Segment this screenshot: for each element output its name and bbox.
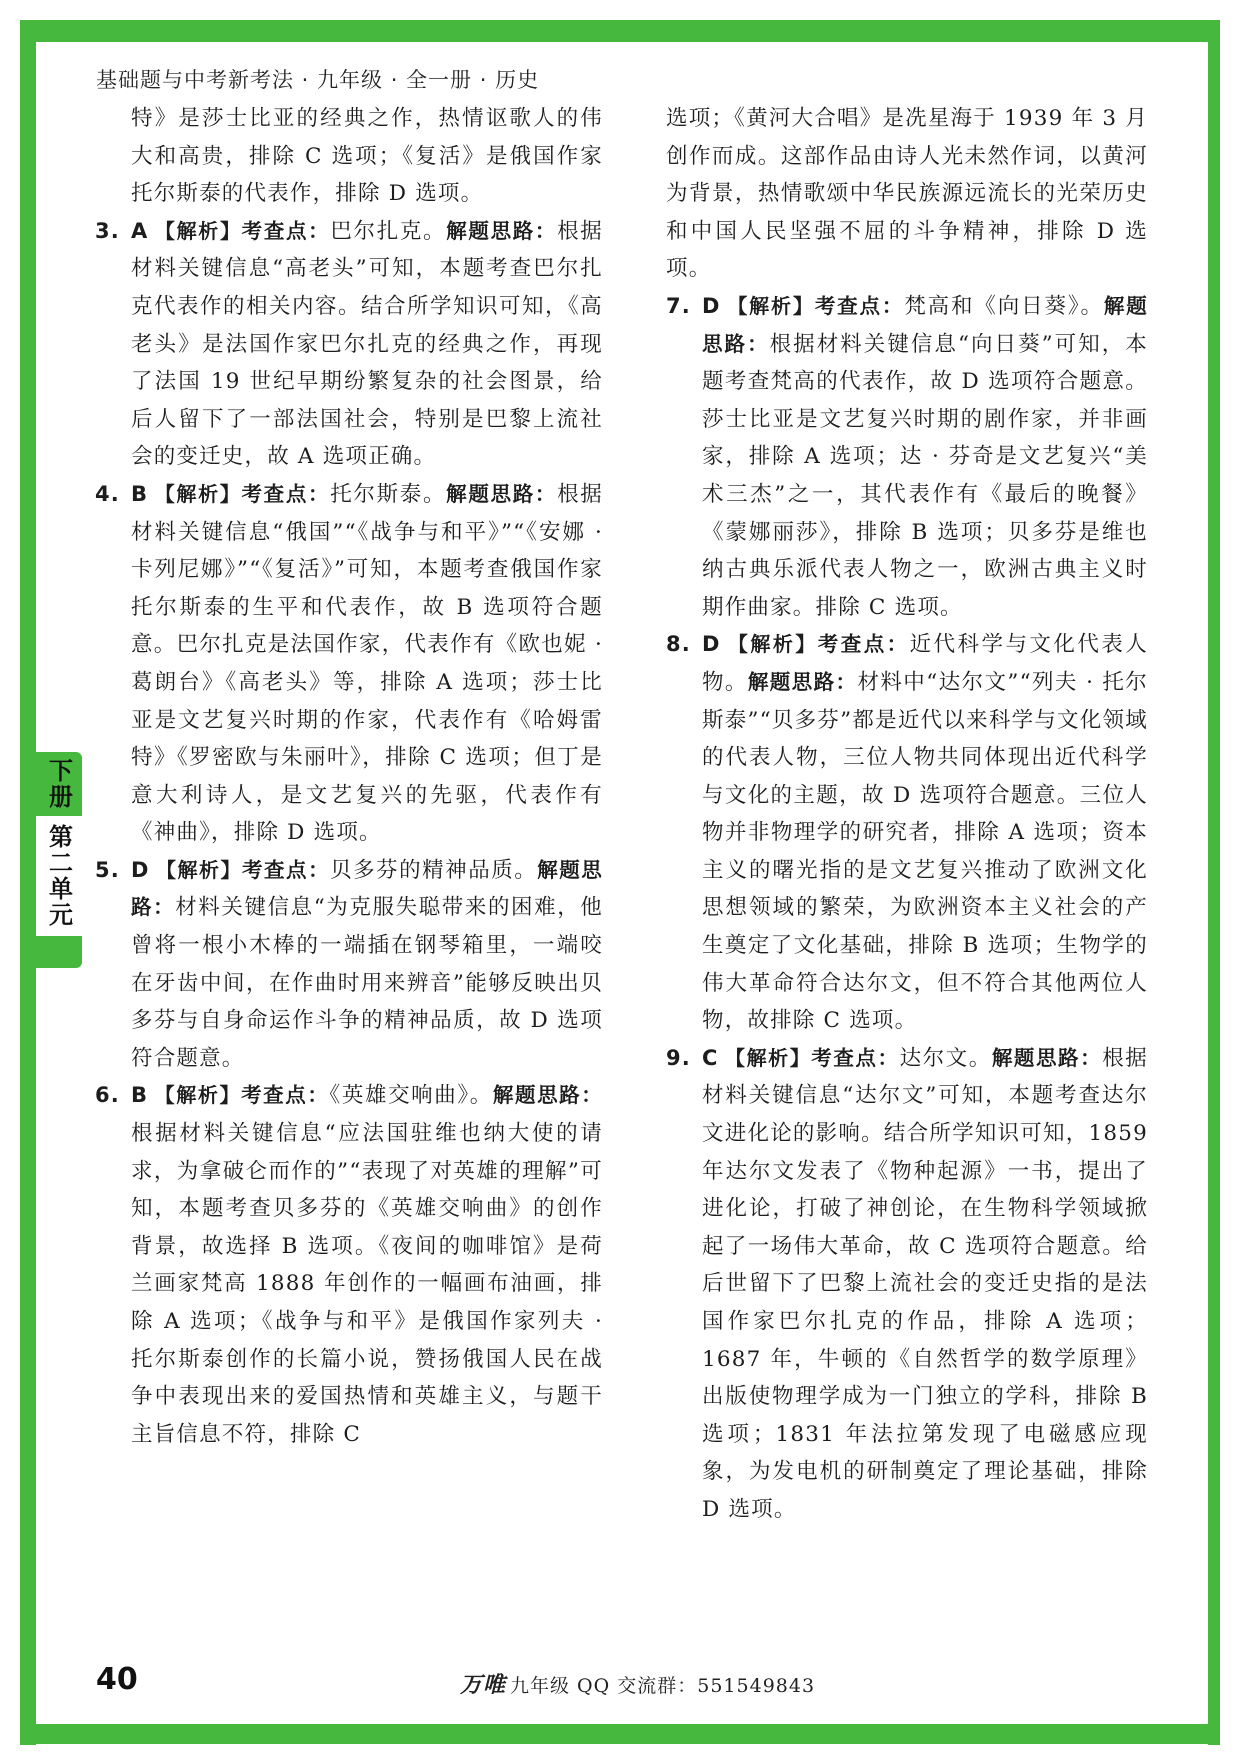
thinking-label: 解题思路：	[492, 1083, 603, 1108]
running-title: 基础题与中考新考法 · 九年级 · 全一册 · 历史	[96, 68, 540, 92]
answer-item-7	[666, 288, 1148, 626]
analysis-tag: 【解析】	[726, 293, 815, 318]
answer-item-9	[666, 1040, 1148, 1529]
footer	[460, 1668, 815, 1699]
side-tab	[36, 752, 82, 968]
thinking-text: 根据材料关键信息“高老头”可知，本题考查巴尔扎克代表作的相关内容。结合所学知识可知，《高老头》是法国作家巴尔扎克的经典之作，再现了法国 19 世纪早期纷繁复杂的社会图景，给后人留下了一部法国社会，特别是巴黎上流社会的变迁史，故 A 选项正确。	[131, 218, 603, 470]
answer-letter: B	[131, 481, 149, 506]
answer-item-6	[95, 1077, 603, 1453]
key-label: 考查点：	[242, 857, 331, 882]
analysis-tag: 【解析】	[155, 857, 243, 882]
thinking-text: 根据材料关键信息“向日葵”可知，本题考查梵高的代表作，故 D 选项符合题意。莎士比亚是文艺复兴时期的剧作家，并非画家，排除 A 选项；达 · 芬奇是文艺复兴“美术三杰”之一，其代表作有《最后的晚餐》《蒙娜丽莎》，排除 B 选项；贝多芬是维也纳古典乐派代表人物之一，欧洲古典主义时期作曲家。排除 C 选项。	[702, 331, 1148, 620]
key-point-text: 贝多芬的精神品质。	[330, 857, 538, 883]
page-number: 40	[96, 1662, 138, 1697]
left-column	[95, 100, 603, 1453]
left-continuation: 特》是莎士比亚的经典之作，热情讴歌人的伟大和高贵，排除 C 选项；《复活》是俄国作家托尔斯泰的代表作，排除 D 选项。	[131, 106, 603, 207]
answer-letter: A	[131, 218, 149, 243]
item-number: 6.	[95, 1083, 120, 1108]
key-point-text: 巴尔扎克。	[330, 218, 447, 244]
analysis-tag: 【解析】	[724, 1045, 812, 1070]
left-border	[20, 20, 36, 1745]
key-point-text: 梵高和《向日葵》。	[904, 293, 1104, 319]
thinking-text: 材料中“达尔文”“列夫 · 托尔斯泰”“贝多芬”都是近代以来科学与文化领域的代表人物，三位人物共同体现出近代科学与文化的主题，故 D 选项符合题意。三位人物并非物理学的研究者，排除 A 选项；资本主义的曙光指的是文艺复兴推动了欧洲文化思想领域的繁荣，为欧洲资本主义社会的产生奠定了文化基础，排除 B 选项；生物学的伟大革命符合达尔文，但不符合其他两位人物，故排除 C 选项。	[702, 669, 1148, 1034]
analysis-tag: 【解析】	[154, 218, 242, 243]
item-number: 8.	[666, 632, 691, 657]
answer-letter: C	[702, 1045, 719, 1070]
key-label: 考查点：	[241, 1083, 330, 1108]
key-label: 考查点：	[811, 1045, 900, 1070]
item-number: 9.	[666, 1045, 691, 1070]
footer-text: 九年级 QQ 交流群：551549843	[510, 1675, 816, 1697]
key-label: 考查点：	[241, 481, 331, 506]
item-number: 3.	[95, 218, 120, 243]
analysis-tag: 【解析】	[154, 481, 242, 506]
item-number: 5.	[95, 857, 120, 882]
answer-letter: D	[702, 632, 721, 657]
key-label: 考查点：	[241, 218, 331, 243]
answer-letter: D	[131, 857, 150, 882]
answer-letter: D	[702, 293, 721, 318]
key-label: 考查点：	[814, 293, 905, 318]
answer-letter: B	[131, 1083, 149, 1108]
thinking-text: 材料关键信息“为克服失聪带来的困难，他曾将一根小木棒的一端插在钢琴箱里，一端咬在牙齿中间，在作曲时用来辨音”能够反映出贝多芬与自身命运作斗争的精神品质，故 D 选项符合题意。	[131, 895, 603, 1071]
side-tab-volume: 下册	[42, 758, 77, 810]
item-number: 7.	[666, 293, 691, 318]
thinking-label: 解题思路：	[446, 218, 558, 243]
thinking-label: 解题思路：	[446, 481, 558, 506]
answer-item-3	[95, 213, 603, 476]
key-point-text: 《英雄交响曲》。	[329, 1083, 493, 1109]
right-continuation: 选项；《黄河大合唱》是冼星海于 1939 年 3 月创作而成。这部作品由诗人光未然作词，以黄河为背景，热情歌颂中华民族源远流长的光荣历史和中国人民坚强不屈的斗争精神，排除 D 选项。	[666, 106, 1148, 282]
thinking-label: 解题思路：	[991, 1045, 1103, 1070]
brand-logo: 万唯	[460, 1673, 507, 1698]
thinking-text: 根据材料关键信息“应法国驻维也纳大使的请求，为拿破仑而作的”“表现了对英雄的理解”可知，本题考查贝多芬的《英雄交响曲》的创作背景，故选择 B 选项。《夜间的咖啡馆》是荷兰画家梵高 1888 年创作的一幅画布油画，排除 A 选项；《战争与和平》是俄国作家列夫 · 托尔斯泰创作的长篇小说，赞扬俄国人民在战争中表现出来的爱国热情和英雄主义，与题干主旨信息不符，排除 C	[131, 1121, 603, 1447]
key-point-text: 达尔文。	[899, 1045, 992, 1071]
answer-item-5	[95, 852, 603, 1078]
analysis-tag: 【解析】	[154, 1083, 242, 1108]
thinking-text: 根据材料关键信息“达尔文”可知，本题考查达尔文进化论的影响。结合所学知识可知，1859 年达尔文发表了《物种起源》一书，提出了进化论，打破了神创论，在生物科学领域掀起了一场伟大革命，故 C 选项符合题意。给后世留下了巴黎上流社会的变迁史指的是法国作家巴尔扎克的作品，排除 A 选项；1687 年，牛顿的《自然哲学的数学原理》出版使物理学成为一门独立的学科，排除 B 选项；1831 年法拉第发现了电磁感应现象，为发电机的研制奠定了理论基础，排除 D 选项。	[702, 1045, 1148, 1522]
key-point-text: 托尔斯泰。	[330, 481, 447, 507]
thinking-label: 解题思路：	[747, 669, 858, 694]
side-tab-unit: 第二单元	[44, 824, 73, 928]
top-border	[20, 20, 1220, 42]
item-number: 4.	[95, 481, 120, 506]
right-column	[666, 100, 1148, 1529]
answer-item-4	[95, 476, 603, 852]
key-label: 考查点：	[817, 632, 910, 657]
thinking-label: 解题思路：	[702, 293, 1148, 356]
side-tab-unit-box	[36, 816, 82, 936]
bottom-border	[20, 1724, 1220, 1744]
right-border	[1208, 20, 1220, 1745]
thinking-label: 解题思路：	[131, 857, 603, 920]
thinking-text: 根据材料关键信息“俄国”“《战争与和平》”“《安娜 · 卡列尼娜》”“《复活》”可知，本题考查俄国作家托尔斯泰的生平和代表作，故 B 选项符合题意。巴尔扎克是法国作家，代表作有《欧也妮 · 葛朗台》《高老头》等，排除 A 选项；莎士比亚是文艺复兴时期的作家，代表作有《哈姆雷特》《罗密欧与朱丽叶》，排除 C 选项；但丁是意大利诗人，是文艺复兴的先驱，代表作有《神曲》，排除 D 选项。	[131, 481, 603, 846]
analysis-tag: 【解析】	[726, 632, 818, 657]
answer-item-8	[666, 626, 1148, 1040]
key-point-text: 近代科学与文化代表人物。	[702, 632, 1148, 695]
